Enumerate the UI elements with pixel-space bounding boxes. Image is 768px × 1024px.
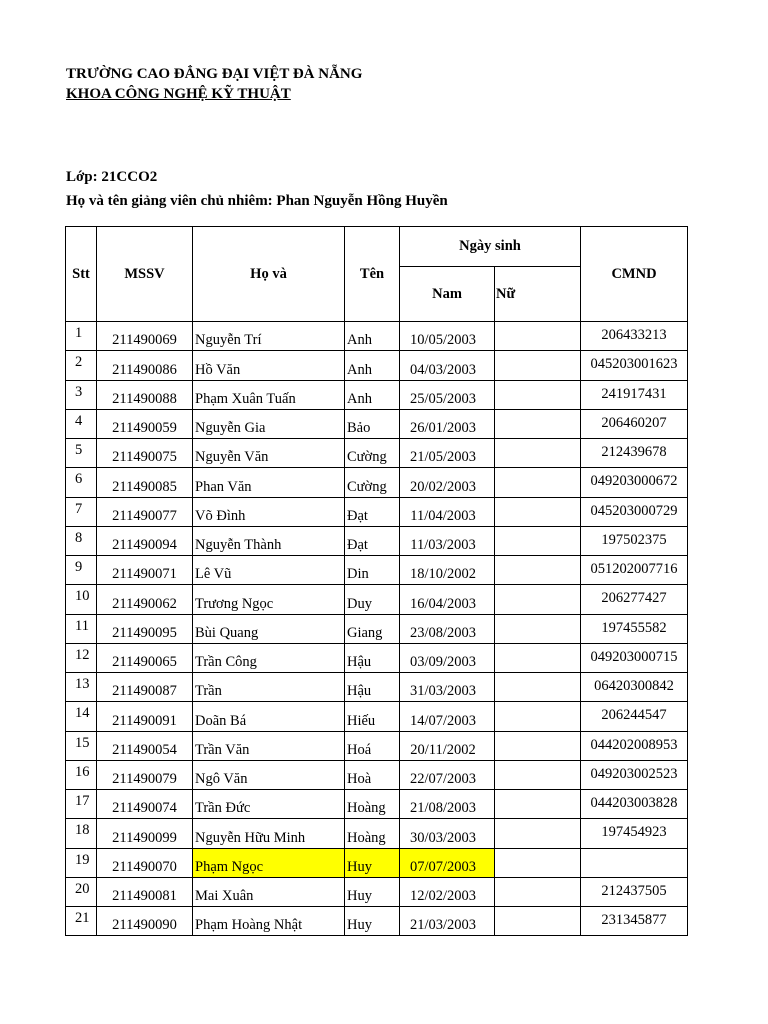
cell-mssv: 211490094: [97, 526, 193, 555]
cell-ho-va: Võ Đình: [193, 497, 345, 526]
cell-nam: 11/03/2003: [400, 526, 495, 555]
cell-ten: Anh: [345, 351, 400, 380]
cell-ho-va: Doãn Bá: [193, 702, 345, 731]
cell-cmnd: 049203002523: [581, 760, 688, 789]
cell-nam: 22/07/2003: [400, 760, 495, 789]
cell-ten: Hiếu: [345, 702, 400, 731]
cell-ho-va: Nguyễn Gia: [193, 409, 345, 438]
cell-ten: Đạt: [345, 497, 400, 526]
cell-cmnd: 044203003828: [581, 790, 688, 819]
cell-cmnd: 206460207: [581, 409, 688, 438]
cell-nam: 03/09/2003: [400, 643, 495, 672]
table-row: [66, 702, 688, 731]
cell-ten: Cường: [345, 468, 400, 497]
cell-stt: 14: [66, 702, 97, 731]
table-row: [66, 819, 688, 848]
header-cmnd: CMND: [581, 227, 688, 322]
cell-cmnd: 231345877: [581, 907, 688, 936]
header-ngay-sinh: Ngày sinh: [400, 227, 581, 267]
cell-stt: 3: [66, 380, 97, 409]
cell-nam: 14/07/2003: [400, 702, 495, 731]
cell-nam: 20/02/2003: [400, 468, 495, 497]
cell-ho-va: Hồ Văn: [193, 351, 345, 380]
cell-nu: [495, 673, 581, 702]
cell-ho-va: Phan Văn: [193, 468, 345, 497]
cell-ten: Hoá: [345, 731, 400, 760]
cell-ho-va: Phạm Xuân Tuấn: [193, 380, 345, 409]
cell-nu: [495, 322, 581, 351]
cell-nu: [495, 790, 581, 819]
cell-cmnd: 049203000672: [581, 468, 688, 497]
cell-stt: 21: [66, 907, 97, 936]
cell-cmnd: 206244547: [581, 702, 688, 731]
cell-nam: 21/05/2003: [400, 439, 495, 468]
cell-nu: [495, 819, 581, 848]
cell-nam: 16/04/2003: [400, 585, 495, 614]
table-row: [66, 907, 688, 936]
cell-mssv: 211490079: [97, 760, 193, 789]
cell-cmnd: 212437505: [581, 877, 688, 906]
cell-cmnd: 197454923: [581, 819, 688, 848]
table-row: [66, 526, 688, 555]
table-row: [66, 731, 688, 760]
cell-cmnd: 049203000715: [581, 643, 688, 672]
cell-ho-va: Bùi Quang: [193, 614, 345, 643]
cell-ho-va: Mai Xuân: [193, 877, 345, 906]
cell-nu: [495, 409, 581, 438]
cell-mssv: 211490095: [97, 614, 193, 643]
cell-mssv: 211490099: [97, 819, 193, 848]
cell-ho-va: Phạm Hoàng Nhật: [193, 907, 345, 936]
cell-mssv: 211490085: [97, 468, 193, 497]
cell-nam: 20/11/2002: [400, 731, 495, 760]
student-table: [65, 226, 688, 936]
cell-stt: 20: [66, 877, 97, 906]
cell-cmnd: 206277427: [581, 585, 688, 614]
cell-nu: [495, 585, 581, 614]
cell-stt: 13: [66, 673, 97, 702]
cell-cmnd: 241917431: [581, 380, 688, 409]
cell-cmnd: 045203001623: [581, 351, 688, 380]
cell-nu: [495, 614, 581, 643]
table-row: [66, 643, 688, 672]
cell-cmnd: 051202007716: [581, 556, 688, 585]
faculty-name: KHOA CÔNG NGHỆ KỸ THUẬT: [66, 86, 291, 102]
table-row: [66, 322, 688, 351]
cell-nam: 21/03/2003: [400, 907, 495, 936]
cell-ho-va: Nguyễn Trí: [193, 322, 345, 351]
cell-cmnd: 06420300842: [581, 673, 688, 702]
cell-ten: Giang: [345, 614, 400, 643]
cell-mssv: 211490059: [97, 409, 193, 438]
cell-mssv: 211490074: [97, 790, 193, 819]
table-row: [66, 790, 688, 819]
class-line: Lớp: 21CCO2: [66, 169, 158, 185]
cell-ho-va: Ngô Văn: [193, 760, 345, 789]
table-row: [66, 760, 688, 789]
cell-nam: 25/05/2003: [400, 380, 495, 409]
cell-nu: [495, 380, 581, 409]
cell-nam: 18/10/2002: [400, 556, 495, 585]
header-nu: Nữ: [495, 267, 581, 322]
table-row: [66, 556, 688, 585]
school-name: TRƯỜNG CAO ĐẲNG ĐẠI VIỆT ĐÀ NẴNG: [66, 66, 363, 82]
cell-ten: Hoàng: [345, 819, 400, 848]
cell-ho-va: Trần Công: [193, 643, 345, 672]
cell-ho-va: Trần Văn: [193, 731, 345, 760]
cell-cmnd: 206433213: [581, 322, 688, 351]
cell-cmnd: 045203000729: [581, 497, 688, 526]
cell-nu: [495, 760, 581, 789]
cell-nu: [495, 877, 581, 906]
cell-nam: 11/04/2003: [400, 497, 495, 526]
cell-ho-va: Nguyễn Văn: [193, 439, 345, 468]
cell-mssv: 211490071: [97, 556, 193, 585]
table-row: [66, 848, 688, 877]
cell-ho-va: Trần Đức: [193, 790, 345, 819]
cell-nu: [495, 907, 581, 936]
table-row: [66, 673, 688, 702]
cell-nam: 04/03/2003: [400, 351, 495, 380]
cell-ho-va: Lê Vũ: [193, 556, 345, 585]
cell-mssv: 211490091: [97, 702, 193, 731]
cell-mssv: 211490090: [97, 907, 193, 936]
cell-nam: 12/02/2003: [400, 877, 495, 906]
cell-stt: 10: [66, 585, 97, 614]
table-row: [66, 497, 688, 526]
cell-stt: 6: [66, 468, 97, 497]
cell-mssv: 211490070: [97, 848, 193, 877]
table-row: [66, 468, 688, 497]
table-row: [66, 439, 688, 468]
cell-nam: 10/05/2003: [400, 322, 495, 351]
cell-stt: 1: [66, 322, 97, 351]
header-nam: Nam: [400, 267, 495, 322]
cell-mssv: 211490062: [97, 585, 193, 614]
cell-ho-va: Nguyễn Hữu Minh: [193, 819, 345, 848]
cell-stt: 9: [66, 556, 97, 585]
cell-ten: Duy: [345, 585, 400, 614]
header-stt: Stt: [66, 227, 97, 322]
cell-ten: Hậu: [345, 643, 400, 672]
cell-stt: 18: [66, 819, 97, 848]
cell-stt: 7: [66, 497, 97, 526]
cell-ho-va: Trương Ngọc: [193, 585, 345, 614]
header-ho-va: Họ và: [193, 227, 345, 322]
cell-ho-va: Phạm Ngọc: [193, 848, 345, 877]
cell-mssv: 211490054: [97, 731, 193, 760]
cell-nu: [495, 643, 581, 672]
cell-ten: Huy: [345, 877, 400, 906]
cell-ten: Din: [345, 556, 400, 585]
table-row: [66, 351, 688, 380]
cell-stt: 15: [66, 731, 97, 760]
cell-stt: 5: [66, 439, 97, 468]
header-ten: Tên: [345, 227, 400, 322]
cell-mssv: 211490081: [97, 877, 193, 906]
cell-mssv: 211490086: [97, 351, 193, 380]
header-mssv: MSSV: [97, 227, 193, 322]
cell-stt: 17: [66, 790, 97, 819]
cell-ten: Hậu: [345, 673, 400, 702]
cell-ten: Bảo: [345, 409, 400, 438]
cell-cmnd: 197455582: [581, 614, 688, 643]
cell-ho-va: Nguyễn Thành: [193, 526, 345, 555]
cell-ten: Anh: [345, 322, 400, 351]
cell-mssv: 211490069: [97, 322, 193, 351]
table-row: [66, 585, 688, 614]
cell-nam: 26/01/2003: [400, 409, 495, 438]
cell-stt: 8: [66, 526, 97, 555]
cell-stt: 11: [66, 614, 97, 643]
cell-stt: 12: [66, 643, 97, 672]
cell-stt: 4: [66, 409, 97, 438]
cell-stt: 2: [66, 351, 97, 380]
cell-nam: 07/07/2003: [400, 848, 495, 877]
cell-nu: [495, 497, 581, 526]
cell-nam: 30/03/2003: [400, 819, 495, 848]
cell-ten: Huy: [345, 848, 400, 877]
cell-nam: 21/08/2003: [400, 790, 495, 819]
cell-stt: 16: [66, 760, 97, 789]
cell-cmnd: 197502375: [581, 526, 688, 555]
cell-nam: 23/08/2003: [400, 614, 495, 643]
cell-nu: [495, 526, 581, 555]
table-row: [66, 614, 688, 643]
cell-mssv: 211490075: [97, 439, 193, 468]
cell-cmnd: [581, 848, 688, 877]
table-row: [66, 409, 688, 438]
cell-nu: [495, 439, 581, 468]
cell-ten: Anh: [345, 380, 400, 409]
advisor-line: Họ và tên giảng viên chủ nhiêm: Phan Nguyễn Hồng Huyền: [66, 193, 448, 209]
cell-mssv: 211490088: [97, 380, 193, 409]
cell-ho-va: Trần: [193, 673, 345, 702]
cell-nu: [495, 731, 581, 760]
cell-nu: [495, 468, 581, 497]
cell-stt: 19: [66, 848, 97, 877]
cell-nu: [495, 556, 581, 585]
cell-mssv: 211490077: [97, 497, 193, 526]
cell-ten: Cường: [345, 439, 400, 468]
cell-ten: Hoàng: [345, 790, 400, 819]
cell-mssv: 211490087: [97, 673, 193, 702]
cell-cmnd: 044202008953: [581, 731, 688, 760]
cell-ten: Huy: [345, 907, 400, 936]
cell-ten: Hoà: [345, 760, 400, 789]
cell-nu: [495, 848, 581, 877]
cell-cmnd: 212439678: [581, 439, 688, 468]
cell-nam: 31/03/2003: [400, 673, 495, 702]
cell-mssv: 211490065: [97, 643, 193, 672]
table-row: [66, 877, 688, 906]
cell-nu: [495, 702, 581, 731]
cell-ten: Đạt: [345, 526, 400, 555]
cell-nu: [495, 351, 581, 380]
table-row: [66, 380, 688, 409]
